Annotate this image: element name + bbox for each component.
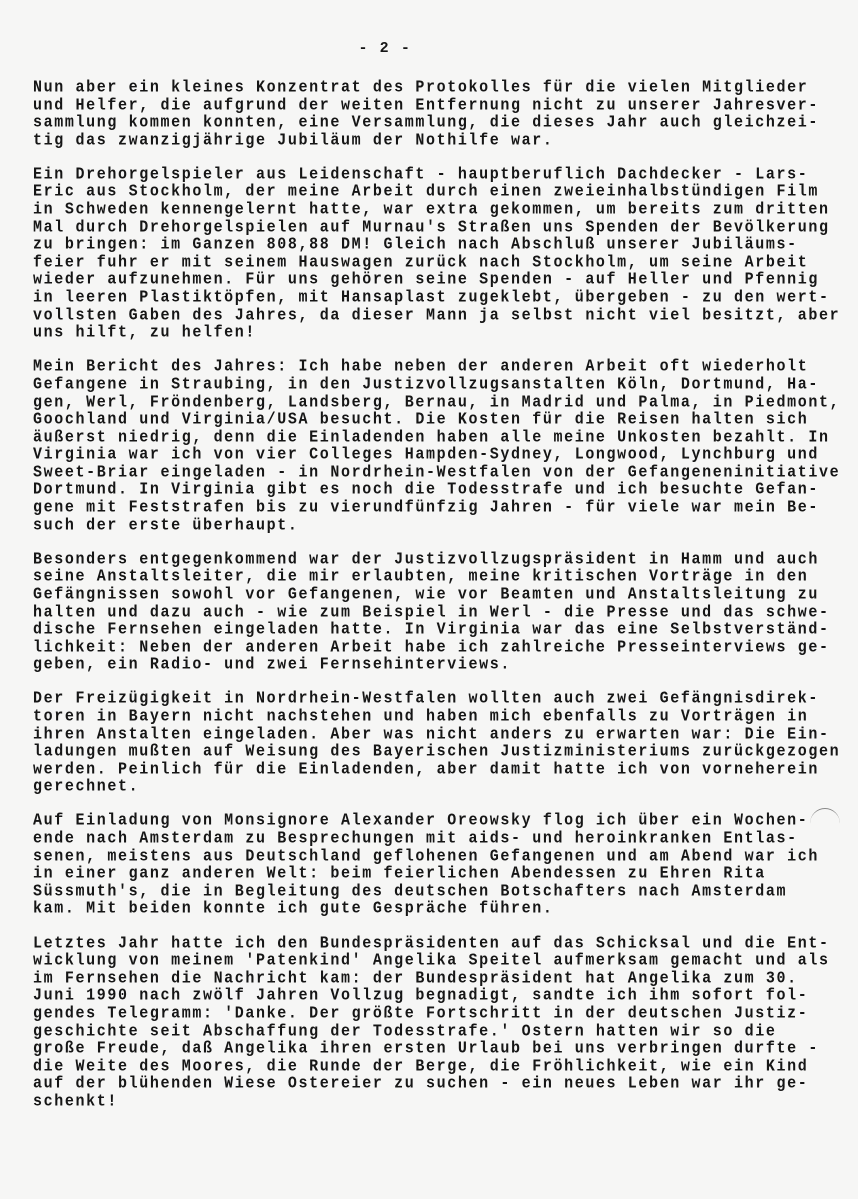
text-line: geben, ein Radio- und zwei Fernsehinterviews.	[33, 655, 511, 675]
document-body	[33, 79, 853, 1127]
text-line: in Schweden kennengelernt hatte, war extra gekommen, um bereits zum dritten	[33, 200, 830, 220]
text-line: auf der blühenden Wiese Ostereier zu suchen - ein neues Leben war ihr ge-	[33, 1074, 809, 1094]
text-line: kam. Mit beiden konnte ich gute Gespräche führen.	[33, 899, 554, 919]
text-line: und Helfer, die aufgrund der weiten Entfernung nicht zu unserer Jahresver-	[33, 95, 819, 115]
text-line: Dortmund. In Virginia gibt es noch die Todesstrafe und ich besuchte Gefan-	[33, 480, 819, 500]
text-line: Ein Drehorgelspieler aus Leidenschaft - hauptberuflich Dachdecker - Lars-	[33, 164, 809, 184]
text-line: werden. Peinlich für die Einladenden, aber damit hatte ich von vorneherein	[33, 759, 819, 779]
text-line: toren in Bayern nicht nachstehen und haben mich ebenfalls zu Vorträgen in	[33, 706, 809, 726]
text-line: such der erste überhaupt.	[33, 515, 299, 535]
page-number: - 2 -	[358, 40, 412, 57]
text-line: sammlung kommen konnten, eine Versammlung, die dieses Jahr auch gleichzei-	[33, 113, 819, 133]
text-line: dische Fernsehen eingeladen hatte. In Virginia war das eine Selbstverständ-	[33, 620, 830, 640]
text-line: ende nach Amsterdam zu Besprechungen mit aids- und heroinkranken Entlas-	[33, 829, 798, 849]
paragraph	[33, 935, 853, 1111]
paragraph	[33, 690, 853, 796]
text-line: Eric aus Stockholm, der meine Arbeit durch einen zweieinhalbstündigen Film	[33, 182, 819, 202]
text-line: Sweet-Briar eingeladen - in Nordrhein-Westfalen von der Gefangeneninitiative	[33, 462, 841, 482]
text-line: wicklung von meinem 'Patenkind' Angelika Speitel aufmerksam gemacht und als	[33, 951, 830, 971]
text-line: Gefängnissen sowohl vor Gefangenen, wie vor Beamten und Anstaltsleitung zu	[33, 584, 819, 604]
paragraph	[33, 79, 853, 149]
text-line: Der Freizügigkeit in Nordrhein-Westfalen wollten auch zwei Gefängnisdirek-	[33, 689, 819, 709]
text-line: gen, Werl, Fröndenberg, Landsberg, Bernau, in Madrid und Palma, in Piedmont,	[33, 392, 841, 412]
text-line: Gefangene in Straubing, in den Justizvollzugsanstalten Köln, Dortmund, Ha-	[33, 374, 819, 394]
text-line: lichkeit: Neben der anderen Arbeit habe ich zahlreiche Presseinterviews ge-	[33, 637, 830, 657]
text-line: Virginia war ich von vier Colleges Hampden-Sydney, Longwood, Lynchburg und	[33, 445, 819, 465]
text-line: die Weite des Moores, die Runde der Berge, die Fröhlichkeit, wie ein Kind	[33, 1056, 809, 1076]
text-line: zu bringen: im Ganzen 808,88 DM! Gleich nach Abschluß unserer Jubiläums-	[33, 235, 798, 255]
text-line: Goochland und Virginia/USA besucht. Die Kosten für die Reisen halten sich	[33, 410, 809, 430]
text-line: ihren Anstalten eingeladen. Aber was nicht anders zu erwarten war: Die Ein-	[33, 724, 830, 744]
text-line: gendes Telegramm: 'Danke. Der größte Fortschritt in der deutschen Justiz-	[33, 1003, 809, 1023]
text-line: seine Anstaltsleiter, die mir erlaubten, meine kritischen Vorträge in den	[33, 567, 809, 587]
text-line: uns hilft, zu helfen!	[33, 323, 257, 343]
text-line: gerechnet.	[33, 777, 140, 797]
text-line: vollsten Gaben des Jahres, da dieser Mann ja selbst nicht viel besitzt, aber	[33, 305, 841, 325]
text-line: große Freude, daß Angelika ihren ersten Urlaub bei uns verbringen durfte -	[33, 1039, 819, 1059]
text-line: in leeren Plastiktöpfen, mit Hansaplast zugeklebt, übergeben - zu den wert-	[33, 287, 830, 308]
text-line: Mein Bericht des Jahres: Ich habe neben der anderen Arbeit oft wiederholt	[33, 357, 809, 377]
text-line: Auf Einladung von Monsignore Alexander Oreowsky flog ich über ein Wochen-	[33, 811, 809, 831]
text-line: senen, meistens aus Deutschland geflohenen Gefangenen und am Abend war ich	[33, 846, 819, 866]
text-line: gene mit Feststrafen bis zu vierundfünfzig Jahren - für viele war mein Be-	[33, 498, 819, 518]
text-line: ladungen mußten auf Weisung des Bayerischen Justizministeriums zurückgezogen	[33, 742, 841, 762]
text-line: feier fuhr er mit seinem Hauswagen zurück nach Stockholm, um seine Arbeit	[33, 252, 809, 272]
text-line: Mal durch Drehorgelspielen auf Murnau's Straßen uns Spenden der Bevölkerung	[33, 217, 830, 237]
text-line: äußerst niedrig, denn die Einladenden haben alle meine Unkosten bezahlt. In	[33, 427, 830, 447]
text-line: halten und dazu auch - wie zum Beispiel in Werl - die Presse und das schwe-	[33, 602, 830, 622]
paragraph	[33, 551, 853, 674]
paragraph	[33, 166, 853, 342]
text-line: in einer ganz anderen Welt: beim feierlichen Abendessen zu Ehren Rita	[33, 864, 766, 884]
paragraph	[33, 812, 853, 918]
text-line: geschichte seit Abschaffung der Todesstrafe.' Ostern hatten wir so die	[33, 1021, 777, 1041]
text-line: Besonders entgegenkommend war der Justizvollzugspräsident in Hamm und auch	[33, 549, 819, 569]
paragraph	[33, 358, 853, 534]
text-line: wieder aufzunehmen. Für uns gehören seine Spenden - auf Heller und Pfennig	[33, 270, 819, 290]
text-line: Nun aber ein kleines Konzentrat des Protokolles für die vielen Mitglieder	[33, 77, 809, 97]
text-line: Juni 1990 nach zwölf Jahren Vollzug begnadigt, sandte ich ihm sofort fol-	[33, 986, 809, 1006]
text-line: im Fernsehen die Nachricht kam: der Bundespräsident hat Angelika zum 30.	[33, 968, 798, 988]
text-line: schenkt!	[33, 1091, 118, 1111]
text-line: tig das zwanzigjährige Jubiläum der Nothilfe war.	[33, 130, 554, 150]
punch-hole-mark	[810, 808, 840, 839]
text-line: Letztes Jahr hatte ich den Bundespräsidenten auf das Schicksal und die Ent-	[33, 933, 830, 953]
text-line: Süssmuth's, die in Begleitung des deutschen Botschafters nach Amsterdam	[33, 881, 788, 901]
